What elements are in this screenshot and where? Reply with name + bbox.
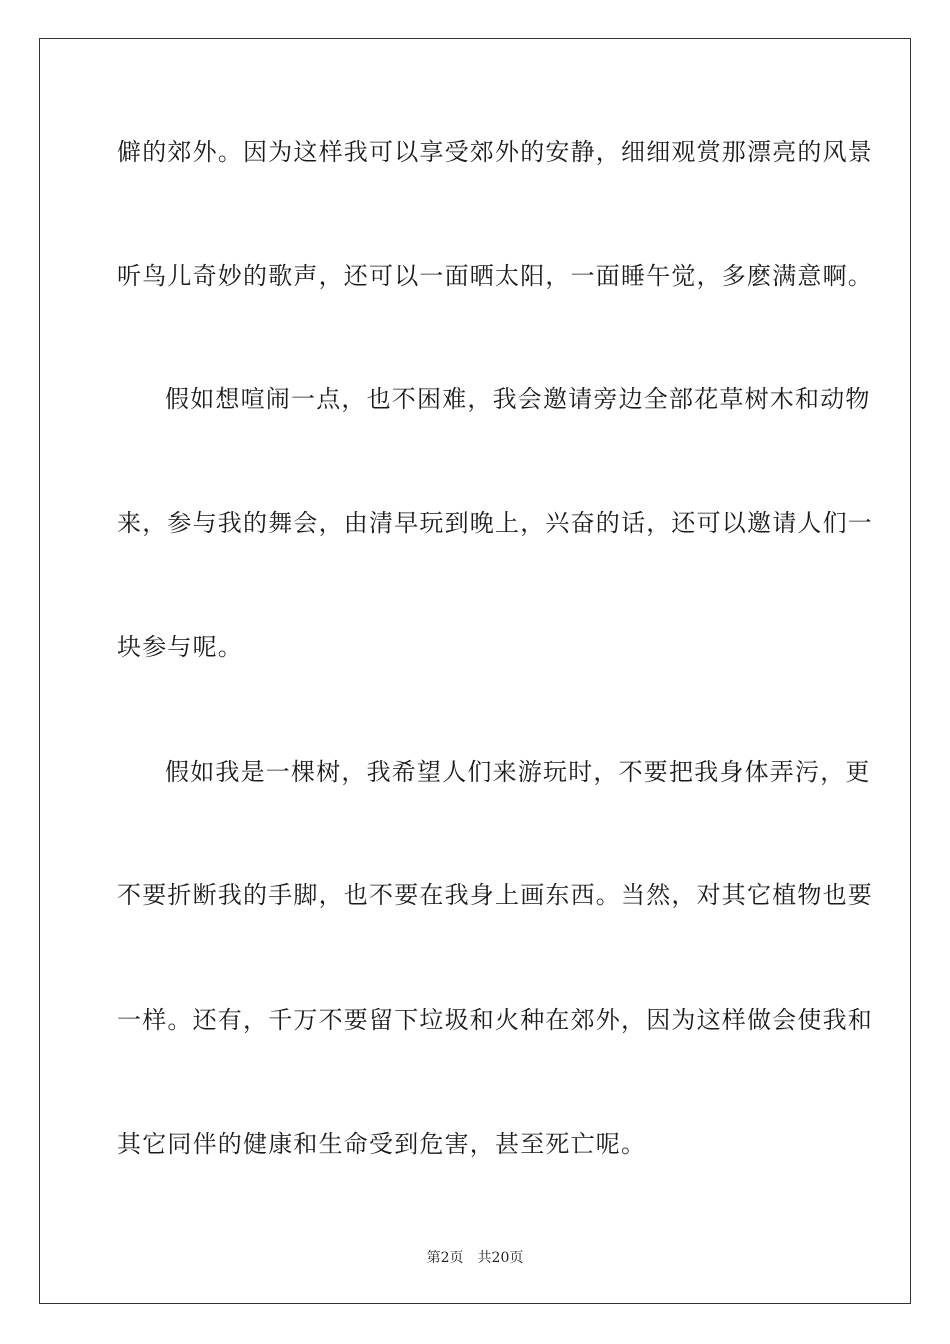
text-line-4: 来，参与我的舞会，由清早玩到晚上，兴奋的话，还可以邀请人们一: [117, 509, 873, 537]
text-line-1: 僻的郊外。因为这样我可以享受郊外的安静，细细观赏那漂亮的风景: [117, 138, 873, 166]
text-line-6: 假如我是一棵树，我希望人们来游玩时，不要把我身体弄污，更: [165, 758, 871, 786]
text-line-9: 其它同伴的健康和生命受到危害，甚至死亡呢。: [117, 1130, 647, 1158]
page-border: [39, 38, 911, 1304]
text-line-2: 听鸟儿奇妙的歌声，还可以一面晒太阳，一面睡午觉，多麽满意啊。: [117, 262, 873, 290]
page-number: 第2页: [426, 1250, 464, 1266]
page-total: 共20页: [477, 1250, 524, 1266]
text-line-5: 块参与呢。: [117, 633, 243, 661]
page-footer: [0, 1249, 950, 1267]
text-line-7: 不要折断我的手脚，也不要在我身上画东西。当然，对其它植物也要: [117, 881, 873, 909]
text-line-3: 假如想喧闹一点，也不困难，我会邀请旁边全部花草树木和动物: [165, 385, 871, 413]
text-line-8: 一样。还有，千万不要留下垃圾和火种在郊外，因为这样做会使我和: [117, 1006, 873, 1034]
